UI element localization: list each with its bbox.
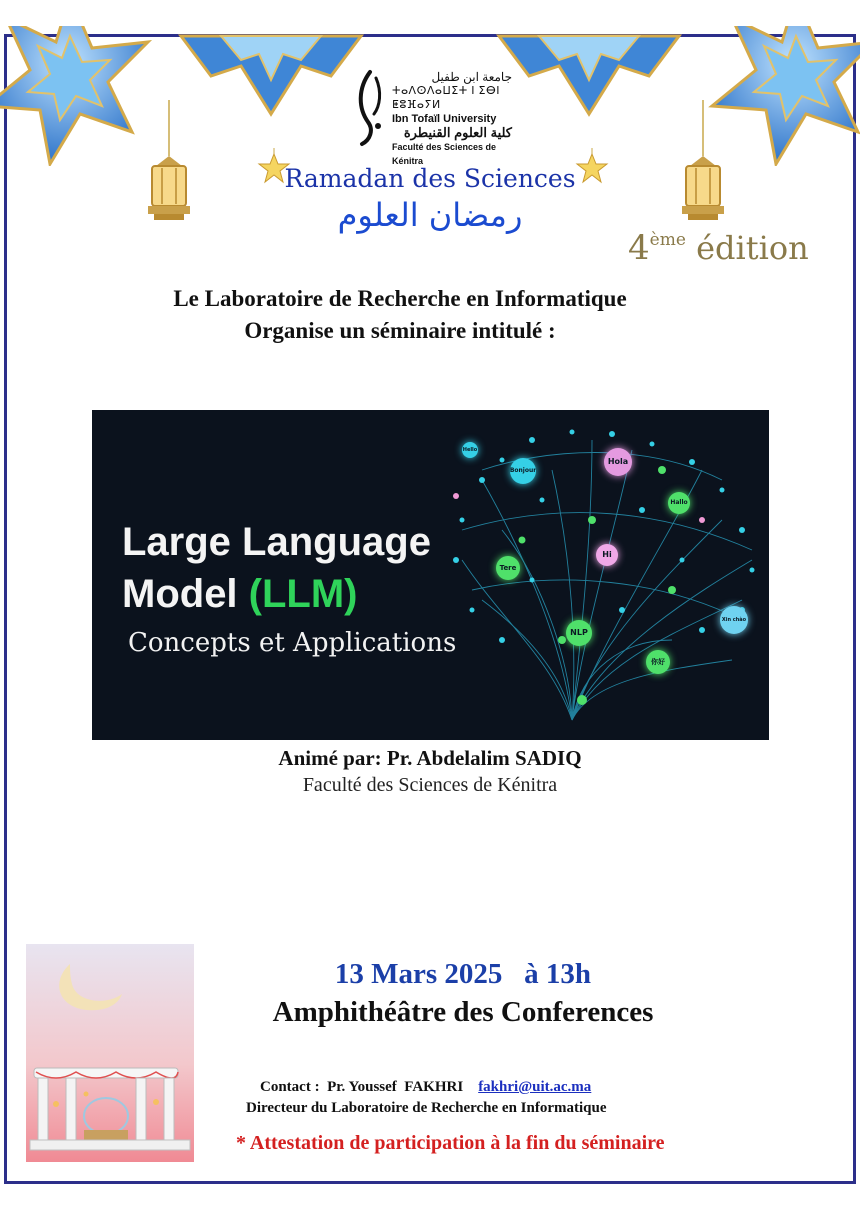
lab-name-line: Le Laboratoire de Recherche en Informatique [173, 286, 627, 311]
logo-arabic-faculty: كلية العلوم القنيطرة [403, 125, 512, 140]
brain-word-node: Hi [596, 544, 618, 566]
logo-tifinagh: ⵜⴰⴷⵙⴷⴰⵡⵉⵜ ⵏ ⵉⴱⵏ ⵟⵓⴼⴰⵢⵍ [392, 85, 500, 111]
contact-person: Contact : Pr. Youssef FAKHRI [260, 1079, 464, 1095]
banner-subtitle: Concepts et Applications [128, 628, 457, 658]
seminar-banner [92, 410, 769, 740]
logo-arabic-university: جامعة ابن طفيل [431, 70, 512, 84]
brain-word-node: Bonjour [510, 458, 536, 484]
ornament-star-center-left [176, 26, 366, 118]
edition-suffix: ème [649, 230, 686, 250]
brain-word-node: NLP [566, 620, 592, 646]
edition-label [628, 228, 809, 268]
brain-word-node: Hallo [668, 492, 690, 514]
logo-faculty-name: Faculté des Sciences de Kénitra [392, 142, 497, 166]
brain-word-node: Xin chào [720, 606, 748, 634]
brain-word-node: Hola [604, 448, 632, 476]
university-logo [352, 64, 512, 166]
ornament-star-center-right [494, 26, 684, 118]
event-venue: Amphithéâtre des Conferences [272, 996, 654, 1028]
banner-title-line1: Large Language [122, 520, 431, 564]
contact-line [260, 1079, 591, 1096]
edition-number: 4 [628, 228, 650, 268]
university-emblem-icon [352, 68, 388, 148]
contact-director-title: Directeur du Laboratoire de Recherche en Informatique [246, 1100, 607, 1116]
seminar-intro-line: Organise un séminaire intitulé : [244, 318, 556, 343]
banner-title-prefix: Model [122, 572, 249, 616]
contact-email-link[interactable]: fakhri@uit.ac.ma [478, 1079, 592, 1095]
event-title: Ramadan des Sciences [284, 164, 576, 193]
event-date-time: 13 Mars 2025 à 13h [334, 958, 592, 990]
event-title-arabic: رمضان العلوم [337, 196, 523, 234]
speaker-name: Animé par: Pr. Abdelalim SADIQ [278, 746, 582, 770]
brain-word-node: Tere [496, 556, 520, 580]
banner-title-line2 [122, 572, 358, 617]
banner-title-highlight: (LLM) [248, 572, 358, 616]
logo-university-name: Ibn Tofaïl University [392, 113, 497, 125]
ornament-star-left [0, 26, 160, 166]
brain-word-node: Hello [462, 442, 478, 458]
edition-word: édition [696, 229, 809, 267]
brain-word-node: 你好 [646, 650, 670, 674]
speaker-affiliation: Faculté des Sciences de Kénitra [302, 774, 558, 796]
attestation-note: * Attestation de participation à la fin du séminaire [236, 1132, 665, 1154]
